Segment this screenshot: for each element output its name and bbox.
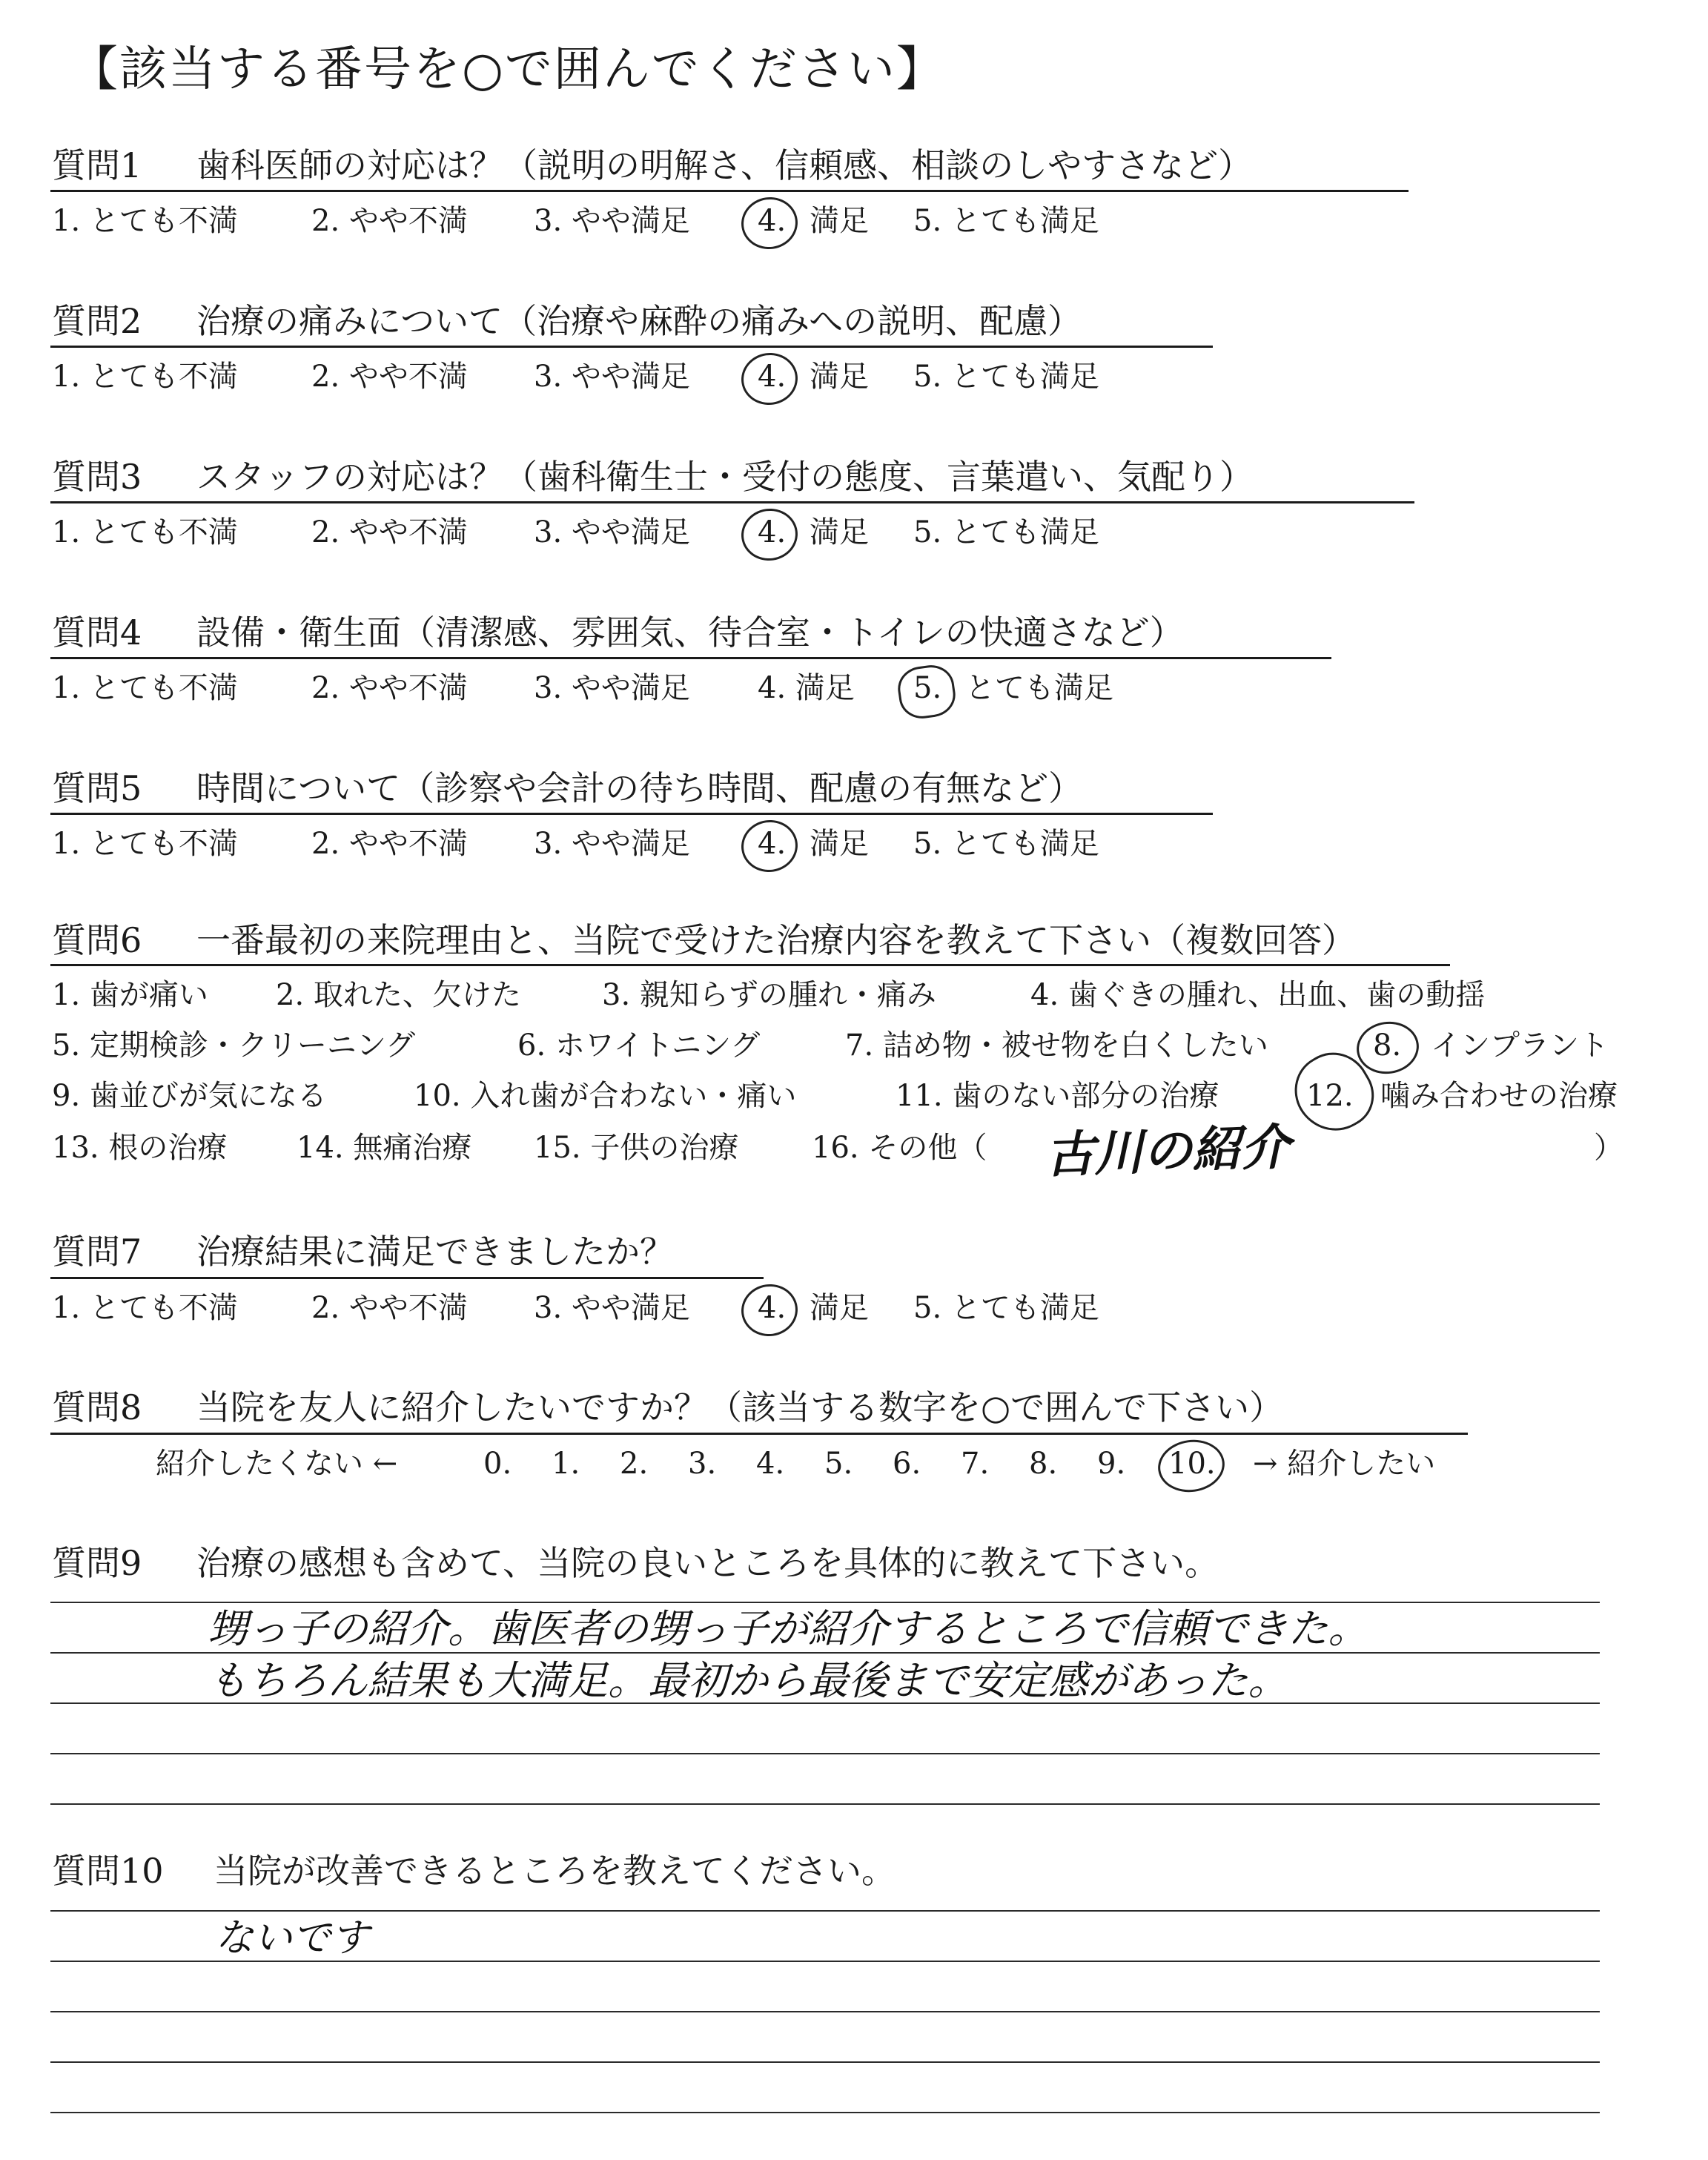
option-4: 4.: [758, 515, 787, 549]
option-3: 3. やや満足: [534, 1291, 690, 1325]
scale-right-label: → 紹介したい: [1253, 1447, 1436, 1481]
option-1: 1. とても不満: [52, 1291, 238, 1325]
option-8-label: インプラント: [1431, 1028, 1609, 1063]
answer-line: [50, 1803, 1600, 1805]
handwritten-answer-line-2: もちろん結果も大満足。最初から最後まで安定感があった。: [208, 1657, 1288, 1704]
option-4: 4. 満足: [758, 671, 855, 705]
option-4-label: 満足: [810, 204, 869, 238]
scale-2: 2.: [620, 1447, 649, 1481]
handwritten-answer-line-1: 甥っ子の紹介。歯医者の甥っ子が紹介するところで信頼できた。: [208, 1605, 1368, 1652]
scale-7: 7.: [961, 1447, 990, 1481]
scale-8: 8.: [1029, 1447, 1058, 1481]
option-3: 3. 親知らずの腫れ・痛み: [602, 978, 936, 1012]
option-2: 2. やや不満: [311, 1291, 468, 1325]
scale-0: 0.: [483, 1447, 512, 1481]
option-5: 5.: [913, 671, 942, 705]
option-5-label: とても満足: [965, 671, 1113, 705]
option-3: 3. やや満足: [534, 204, 690, 238]
option-2: 2. やや不満: [311, 515, 468, 549]
answer-line: [50, 1753, 1600, 1754]
scale-5: 5.: [824, 1447, 853, 1481]
option-13: 13. 根の治療: [52, 1131, 228, 1165]
selected-circle-mark: [738, 194, 801, 253]
option-12-label: 噛み合わせの治療: [1380, 1079, 1618, 1113]
option-3: 3. やや満足: [534, 671, 690, 705]
option-6: 6. ホワイトニング: [517, 1028, 761, 1063]
option-16-close: ）: [1594, 1131, 1623, 1165]
question-text: 治療の痛みについて（治療や麻酔の痛みへの説明、配慮）: [196, 301, 1082, 341]
question-underline: [50, 501, 1414, 503]
question-number: 質問9: [52, 1543, 142, 1583]
option-8: 8.: [1373, 1028, 1402, 1063]
selected-circle-mark: [738, 349, 801, 409]
answer-line: [50, 1910, 1600, 1912]
option-5: 5. とても満足: [913, 204, 1099, 238]
question-text: 設備・衛生面（清潔感、雰囲気、待合室・トイレの快適さなど）: [196, 612, 1184, 653]
option-3: 3. やや満足: [534, 360, 690, 394]
option-4-label: 満足: [810, 515, 869, 549]
question-underline: [50, 1433, 1468, 1435]
answer-line: [50, 1602, 1600, 1603]
option-2: 2. やや不満: [311, 360, 468, 394]
option-1: 1. とても不満: [52, 515, 238, 549]
scale-9: 9.: [1097, 1447, 1126, 1481]
handwritten-other-answer: 古川の紹介: [1044, 1118, 1291, 1184]
scale-1: 1.: [552, 1447, 580, 1481]
option-1: 1. とても不満: [52, 827, 238, 861]
question-number: 質問5: [52, 768, 142, 808]
answer-line: [50, 2011, 1600, 2012]
question-number: 質問2: [52, 301, 142, 341]
question-number: 質問10: [52, 1851, 164, 1891]
question-text: 時間について（診察や会計の待ち時間、配慮の有無など）: [196, 768, 1083, 808]
page-title: 【該当する番号を○で囲んでください】: [70, 42, 945, 97]
question-number: 質問7: [52, 1232, 142, 1272]
scale-10: 10.: [1168, 1447, 1216, 1481]
option-15: 15. 子供の治療: [534, 1131, 739, 1165]
question-underline: [50, 964, 1450, 966]
option-5: 5. 定期検診・クリーニング: [52, 1028, 416, 1063]
question-number: 質問1: [52, 145, 142, 185]
scale-4: 4.: [756, 1447, 785, 1481]
option-5: 5. とても満足: [913, 1291, 1099, 1325]
option-2: 2. やや不満: [311, 204, 468, 238]
option-4: 4.: [758, 1291, 787, 1325]
option-11: 11. 歯のない部分の治療: [896, 1079, 1219, 1113]
question-text: 当院が改善できるところを教えてください。: [214, 1851, 896, 1891]
question-number: 質問4: [52, 612, 142, 653]
selected-circle-mark: [738, 816, 801, 876]
option-5: 5. とても満足: [913, 515, 1099, 549]
option-12: 12.: [1306, 1079, 1354, 1113]
option-2: 2. やや不満: [311, 827, 468, 861]
answer-line: [50, 1961, 1600, 1962]
question-underline: [50, 1277, 764, 1279]
question-text: 一番最初の来院理由と、当院で受けた治療内容を教えて下さい（複数回答）: [196, 920, 1356, 960]
option-14: 14. 無痛治療: [297, 1131, 472, 1165]
question-number: 質問6: [52, 920, 142, 960]
answer-line: [50, 1652, 1600, 1654]
option-4-label: 満足: [810, 827, 869, 861]
option-4-label: 満足: [810, 360, 869, 394]
option-3: 3. やや満足: [534, 515, 690, 549]
option-1: 1. とても不満: [52, 360, 238, 394]
question-text: 治療結果に満足できましたか？: [196, 1232, 674, 1272]
option-1: 1. 歯が痛い: [52, 978, 208, 1012]
option-1: 1. とても不満: [52, 671, 238, 705]
question-number: 質問3: [52, 457, 142, 497]
option-3: 3. やや満足: [534, 827, 690, 861]
option-4-label: 満足: [810, 1291, 869, 1325]
handwritten-answer-line-1: ないです: [215, 1916, 370, 1961]
option-7: 7. 詰め物・被せ物を白くしたい: [845, 1028, 1268, 1063]
question-underline: [50, 813, 1213, 815]
selected-circle-mark: [1155, 1436, 1228, 1496]
scale-6: 6.: [893, 1447, 921, 1481]
option-5: 5. とても満足: [913, 360, 1099, 394]
question-number: 質問8: [52, 1387, 142, 1427]
question-underline: [50, 657, 1331, 659]
option-16: 16. その他（: [812, 1131, 987, 1165]
answer-line: [50, 2061, 1600, 2063]
option-5: 5. とても満足: [913, 827, 1099, 861]
option-10: 10. 入れ歯が合わない・痛い: [414, 1079, 797, 1113]
scale-3: 3.: [688, 1447, 717, 1481]
selected-circle-mark: [738, 505, 801, 564]
option-2: 2. やや不満: [311, 671, 468, 705]
option-4: 4. 歯ぐきの腫れ、出血、歯の動揺: [1030, 978, 1486, 1012]
question-text: 当院を友人に紹介したいですか？（該当する数字を○で囲んで下さい）: [196, 1387, 1284, 1427]
question-text: 歯科医師の対応は？（説明の明解さ、信頼感、相談のしやすさなど）: [196, 145, 1253, 185]
question-underline: [50, 190, 1409, 192]
question-text: 治療の感想も含めて、当院の良いところを具体的に教えて下さい。: [196, 1543, 1219, 1583]
option-4: 4.: [758, 204, 787, 238]
selected-circle-mark: [738, 1281, 801, 1340]
option-1: 1. とても不満: [52, 204, 238, 238]
question-underline: [50, 346, 1213, 348]
selected-circle-mark: [895, 662, 958, 721]
option-4: 4.: [758, 360, 787, 394]
scale-left-label: 紹介したくない ←: [156, 1447, 398, 1481]
question-text: スタッフの対応は？（歯科衛生士・受付の態度、言葉遣い、気配り）: [196, 457, 1254, 497]
answer-line: [50, 2112, 1600, 2113]
option-2: 2. 取れた、欠けた: [276, 978, 521, 1012]
option-9: 9. 歯並びが気になる: [52, 1079, 327, 1113]
option-4: 4.: [758, 827, 787, 861]
